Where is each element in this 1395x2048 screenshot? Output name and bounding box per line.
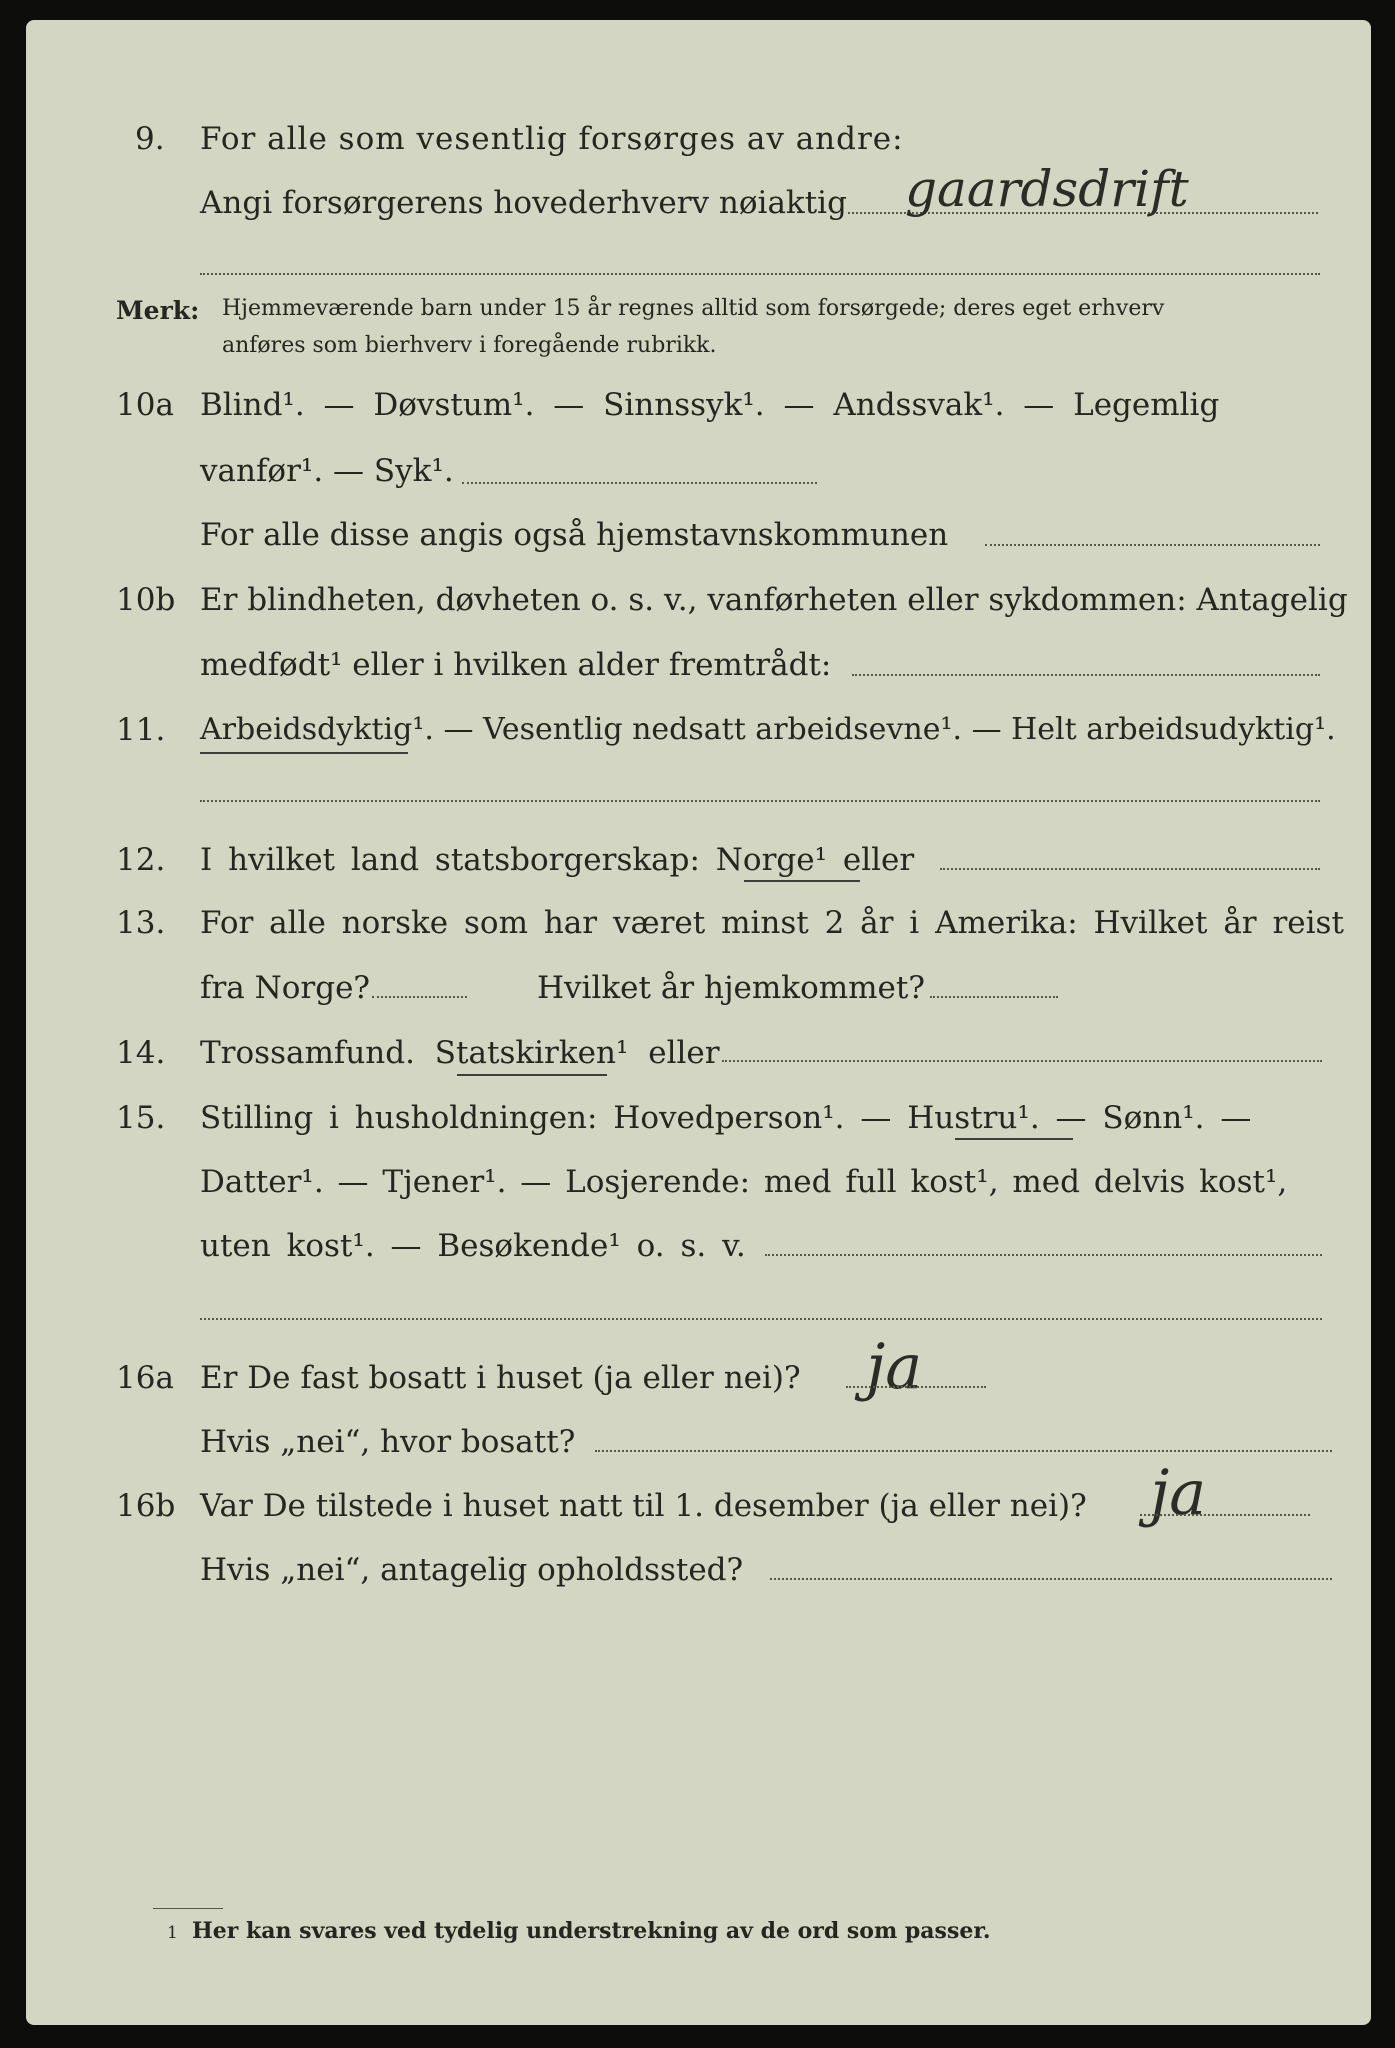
q12-number: 12. — [116, 842, 166, 878]
q9-line1: For alle som vesentlig forsørges av andre: — [200, 121, 904, 157]
q15-line2: Datter¹. — Tjener¹. — Losjerende: med full kost¹, med delvis kost¹, — [200, 1164, 1288, 1200]
q13-number: 13. — [116, 905, 166, 941]
q10b-line1: Er blindheten, døvheten o. s. v., vanførheten eller sykdommen: Antagelig — [200, 582, 1348, 618]
q10b-line2: medfødt¹ eller i hvilken alder fremtrådt: — [200, 647, 832, 683]
footnote-rule — [153, 1908, 223, 1909]
q9-line2: Angi forsørgerens hovederhverv nøiaktig — [200, 185, 847, 221]
merk-line1: Hjemmeværende barn under 15 år regnes alltid som forsørgede; deres eget erhverv — [222, 296, 1165, 321]
q10b-line2-fill — [852, 674, 1320, 676]
q12-fill — [940, 868, 1320, 870]
q10a-line3-fill — [985, 544, 1320, 546]
q11-line1: Arbeidsdyktig¹. — Vesentlig nedsatt arbeidsevne¹. — Helt arbeidsudyktig¹. — [200, 712, 1336, 747]
q16a-answer: ja — [866, 1330, 923, 1403]
q12-underline — [744, 880, 860, 882]
merk-label: Merk: — [116, 296, 200, 325]
q13-line2b: Hvilket år hjemkommet? — [537, 970, 925, 1006]
q13-fill-b — [930, 996, 1058, 998]
q10b-number: 10b — [116, 582, 176, 618]
q15-line3: uten kost¹. — Besøkende¹ o. s. v. — [200, 1228, 746, 1264]
q11-underline — [200, 752, 408, 754]
q10a-number: 10a — [116, 387, 174, 423]
q9-number: 9. — [135, 121, 165, 157]
q15-underline — [955, 1138, 1073, 1140]
footnote-text: Her kan svares ved tydelig understrekning av de ord som passer. — [192, 1918, 991, 1944]
q15-line1: Stilling i husholdningen: Hovedperson¹. — Hustru¹. — Sønn¹. — — [200, 1100, 1252, 1136]
q16b-answer: ja — [1150, 1456, 1207, 1529]
q13-line1: For alle norske som har været minst 2 år i Amerika: Hvilket år reist — [200, 905, 1344, 941]
q10a-line3: For alle disse angis også hjemstavnskommunen — [200, 517, 949, 553]
q14-underline — [457, 1074, 607, 1076]
q15-number: 15. — [116, 1100, 166, 1136]
q10a-line2-fill — [462, 482, 817, 484]
q15-extra-line — [200, 1318, 1322, 1320]
q16a-fill — [595, 1450, 1332, 1452]
q10a-line2: vanfør¹. — Syk¹. — [200, 453, 454, 489]
q16a-answer-line — [846, 1386, 986, 1388]
q14-line1: Trossamfund. Statskirken¹ eller — [200, 1035, 720, 1071]
footnote-marker: 1 — [167, 1923, 178, 1943]
q16b-fill — [770, 1578, 1332, 1580]
q16b-number: 16b — [116, 1488, 176, 1524]
q14-number: 14. — [116, 1035, 166, 1071]
q15-fill — [765, 1254, 1322, 1256]
q16b-line1: Var De tilstede i huset natt til 1. desember (ja eller nei)? — [200, 1488, 1087, 1524]
q16a-line1: Er De fast bosatt i huset (ja eller nei)? — [200, 1360, 801, 1396]
q10a-line1: Blind¹. — Døvstum¹. — Sinnssyk¹. — Andssvak¹. — Legemlig — [200, 387, 1220, 423]
merk-line2: anføres som bierhverv i foregående rubrikk. — [222, 333, 717, 358]
q13-fill-a — [372, 996, 467, 998]
q11-number: 11. — [116, 712, 166, 748]
q16b-answer-line — [1140, 1514, 1310, 1516]
q16b-line2: Hvis „nei“, antagelig opholdssted? — [200, 1552, 744, 1588]
q16a-number: 16a — [116, 1360, 174, 1396]
q9-answer: gaardsdrift — [905, 160, 1189, 218]
q16a-line2: Hvis „nei“, hvor bosatt? — [200, 1424, 576, 1460]
q13-line2a: fra Norge? — [200, 970, 371, 1006]
q9-extra-line — [200, 273, 1320, 275]
q12-line1: I hvilket land statsborgerskap: Norge¹ eller — [200, 842, 915, 878]
q14-fill — [722, 1060, 1322, 1062]
q11-fill-line — [200, 800, 1320, 802]
